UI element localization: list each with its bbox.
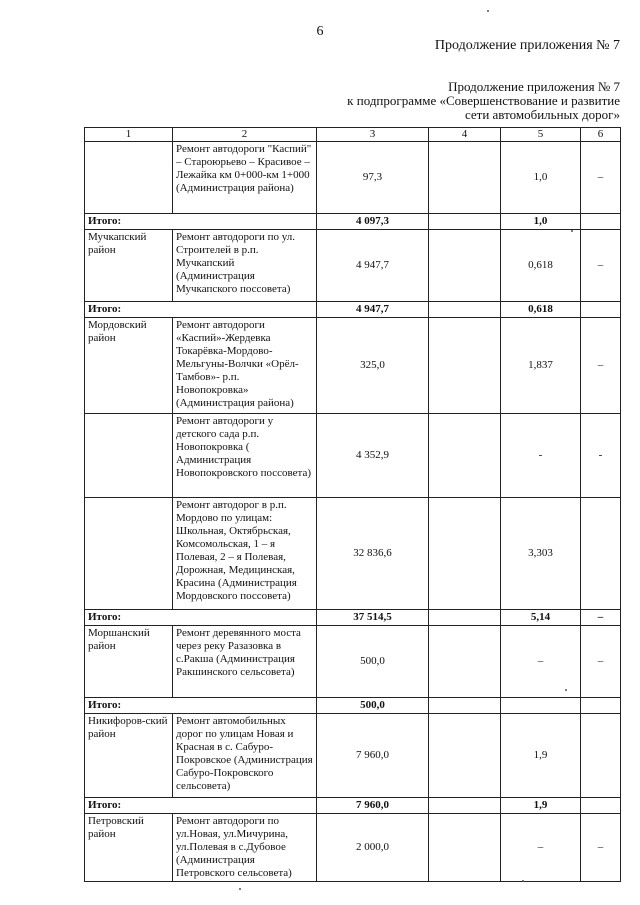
table-row <box>85 498 621 610</box>
total-col6 <box>581 698 621 714</box>
table-row <box>85 142 621 214</box>
total-col5: 1,9 <box>501 798 581 814</box>
amount-cell: 97,3 <box>317 142 429 214</box>
district-cell <box>85 142 173 214</box>
total-col5: 1,0 <box>501 214 581 230</box>
description-cell: Ремонт автодороги у детского сада р.п. Новопокровка ( Администрация Новопокровского поссовета) <box>173 414 317 498</box>
amount-cell: 500,0 <box>317 626 429 698</box>
total-row <box>85 798 621 814</box>
amount-cell: 325,0 <box>317 318 429 414</box>
col5-cell: 1,0 <box>501 142 581 214</box>
page-number: 6 <box>316 24 324 39</box>
total-col6: – <box>581 610 621 626</box>
col4-cell <box>429 142 501 214</box>
scan-speck <box>571 230 573 232</box>
col4-cell <box>429 626 501 698</box>
total-row <box>85 698 621 714</box>
total-col6 <box>581 302 621 318</box>
column-header: 1 <box>85 128 173 142</box>
scan-speck <box>522 880 524 882</box>
district-cell: Мордовский район <box>85 318 173 414</box>
description-cell: Ремонт автодороги "Каспий" – Староюрьево – Красивое – Лежайка км 0+000-км 1+000 (Администрация района) <box>173 142 317 214</box>
scan-speck <box>239 888 241 890</box>
table-row <box>85 318 621 414</box>
col6-cell: – <box>581 318 621 414</box>
subheader-line-3: сети автомобильных дорог» <box>464 107 620 122</box>
total-col6 <box>581 214 621 230</box>
district-cell <box>85 498 173 610</box>
total-amount: 7 960,0 <box>317 798 429 814</box>
col4-cell <box>429 414 501 498</box>
col5-cell: - <box>501 414 581 498</box>
subheader-line-2: к подпрограмме «Совершенствование и развитие <box>347 93 620 108</box>
total-row <box>85 302 621 318</box>
description-cell: Ремонт автодороги по ул. Строителей в р.п. Мучкапский (Администрация Мучкапского поссовета) <box>173 230 317 302</box>
total-col4 <box>429 698 501 714</box>
col5-cell: 1,837 <box>501 318 581 414</box>
col4-cell <box>429 814 501 882</box>
description-cell: Ремонт деревянного моста через реку Разазовка в с.Ракша (Администрация Ракшинского сельсовета) <box>173 626 317 698</box>
col5-cell: – <box>501 814 581 882</box>
col5-cell: – <box>501 626 581 698</box>
description-cell: Ремонт автодороги по ул.Новая, ул.Мичурина, ул.Полевая в с.Дубовое (Администрация Петровского сельсовета) <box>173 814 317 882</box>
amount-cell: 7 960,0 <box>317 714 429 798</box>
col6-cell <box>581 498 621 610</box>
col5-cell: 0,618 <box>501 230 581 302</box>
scan-speck <box>565 689 567 691</box>
col5-cell: 1,9 <box>501 714 581 798</box>
total-label: Итого: <box>85 302 317 318</box>
total-col5: 0,618 <box>501 302 581 318</box>
total-col4 <box>429 214 501 230</box>
column-header: 4 <box>429 128 501 142</box>
total-row <box>85 610 621 626</box>
total-col4 <box>429 798 501 814</box>
header-row <box>85 128 621 142</box>
table-row <box>85 230 621 302</box>
total-col4 <box>429 302 501 318</box>
total-amount: 4 947,7 <box>317 302 429 318</box>
total-label: Итого: <box>85 698 317 714</box>
col4-cell <box>429 230 501 302</box>
column-header: 5 <box>501 128 581 142</box>
column-header: 6 <box>581 128 621 142</box>
district-cell: Петровский район <box>85 814 173 882</box>
description-cell: Ремонт автомобильных дорог по улицам Новая и Красная в с. Сабуро-Покровское (Администрация Сабуро-Покровского сельсовета) <box>173 714 317 798</box>
column-header: 2 <box>173 128 317 142</box>
col6-cell: – <box>581 230 621 302</box>
column-header: 3 <box>317 128 429 142</box>
subheader-line-1: Продолжение приложения № 7 <box>448 79 620 94</box>
col4-cell <box>429 498 501 610</box>
amount-cell: 4 352,9 <box>317 414 429 498</box>
district-cell <box>85 414 173 498</box>
col4-cell <box>429 318 501 414</box>
district-cell: Никифоров-ский район <box>85 714 173 798</box>
amount-cell: 2 000,0 <box>317 814 429 882</box>
col6-cell: - <box>581 414 621 498</box>
table-row <box>85 714 621 798</box>
total-col4 <box>429 610 501 626</box>
col5-cell: 3,303 <box>501 498 581 610</box>
road-repair-table <box>84 127 621 882</box>
total-row <box>85 214 621 230</box>
total-amount: 37 514,5 <box>317 610 429 626</box>
col6-cell: – <box>581 814 621 882</box>
table-row <box>85 414 621 498</box>
total-label: Итого: <box>85 214 317 230</box>
table-row <box>85 814 621 882</box>
total-col6 <box>581 798 621 814</box>
total-label: Итого: <box>85 610 317 626</box>
district-cell: Моршанский район <box>85 626 173 698</box>
amount-cell: 32 836,6 <box>317 498 429 610</box>
col6-cell <box>581 714 621 798</box>
table-row <box>85 626 621 698</box>
total-col5 <box>501 698 581 714</box>
appendix-subheader <box>347 80 620 122</box>
total-amount: 500,0 <box>317 698 429 714</box>
description-cell: Ремонт автодороги «Каспий»-Жердевка Токарёвка-Мордово-Мельгуны-Волчки «Орёл-Тамбов»- р.п. Новопокровка» (Администрация района) <box>173 318 317 414</box>
total-amount: 4 097,3 <box>317 214 429 230</box>
total-col5: 5,14 <box>501 610 581 626</box>
total-label: Итого: <box>85 798 317 814</box>
col6-cell: – <box>581 142 621 214</box>
description-cell: Ремонт автодорог в р.п. Мордово по улицам: Школьная, Октябрьская, Комсомольская, 1 – я Полевая, 2 – я Полевая, Дорожная, Медицинская, Красина (Администрация Мордовского поссовета) <box>173 498 317 610</box>
district-cell: Мучкапский район <box>85 230 173 302</box>
amount-cell: 4 947,7 <box>317 230 429 302</box>
continuation-title: Продолжение приложения № 7 <box>434 38 620 53</box>
col4-cell <box>429 714 501 798</box>
col6-cell: – <box>581 626 621 698</box>
scan-speck <box>487 10 489 12</box>
